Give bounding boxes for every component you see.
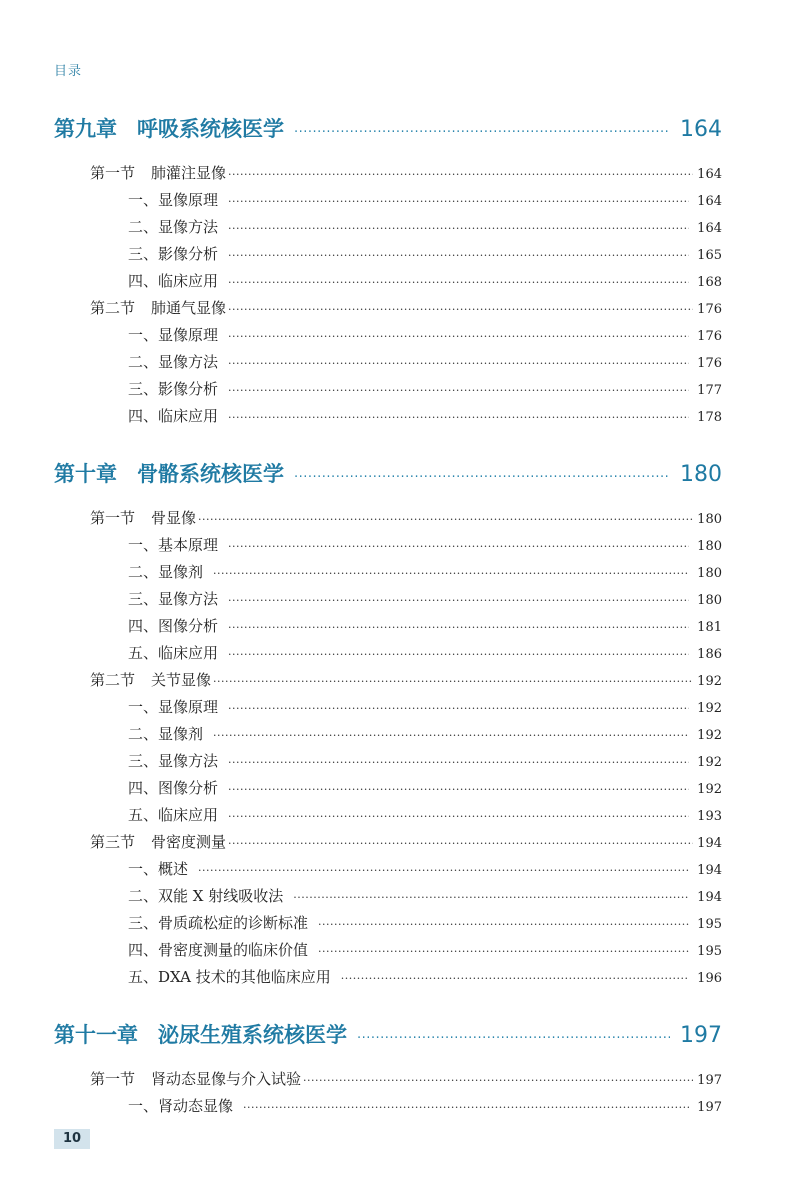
section-number: 第三节 (90, 833, 136, 851)
toc-item-entry[interactable] (128, 858, 722, 879)
section-title: 骨密度测量 (151, 833, 227, 851)
dot-leader (341, 972, 689, 985)
dot-leader (228, 303, 693, 316)
item-label: 二、显像剂 (128, 725, 204, 743)
dot-leader (228, 384, 689, 397)
chapter-title: 泌尿生殖系统核医学 (158, 1023, 347, 1047)
section-page-number: 164 (697, 167, 722, 182)
dot-leader (318, 918, 689, 931)
toc-item-entry[interactable] (128, 912, 722, 933)
section-page-number: 176 (697, 302, 722, 317)
toc-section-entry[interactable] (90, 297, 722, 318)
item-label: 二、显像方法 (128, 353, 219, 371)
section-page-number: 192 (697, 674, 722, 689)
item-label: 三、显像方法 (128, 590, 219, 608)
section-title: 肺通气显像 (151, 299, 227, 317)
dot-leader (228, 222, 689, 235)
item-page-number: 180 (697, 593, 722, 608)
dot-leader (228, 540, 689, 553)
dot-leader (228, 276, 689, 289)
chapter-number: 第十章 (54, 462, 117, 486)
section-title: 肺灌注显像 (151, 164, 227, 182)
dot-leader (243, 1101, 689, 1114)
item-label: 四、临床应用 (128, 272, 219, 290)
item-page-number: 196 (697, 971, 722, 986)
item-page-number: 178 (697, 410, 722, 425)
item-page-number: 164 (697, 194, 722, 209)
section-title: 肾动态显像与介入试验 (151, 1070, 302, 1088)
item-page-number: 194 (697, 890, 722, 905)
toc-item-entry[interactable] (128, 939, 722, 960)
chapter-title: 呼吸系统核医学 (137, 117, 284, 141)
dot-leader (228, 702, 689, 715)
item-label: 四、骨密度测量的临床价值 (128, 941, 309, 959)
dot-leader (228, 810, 689, 823)
chapter-title: 骨骼系统核医学 (137, 462, 284, 486)
item-page-number: 181 (697, 620, 722, 635)
toc-item-entry[interactable] (128, 696, 722, 717)
item-page-number: 193 (697, 809, 722, 824)
item-label: 四、图像分析 (128, 617, 219, 635)
toc-section-entry[interactable] (90, 162, 722, 183)
item-label: 二、显像剂 (128, 563, 204, 581)
dot-leader (228, 648, 689, 661)
toc-item-entry[interactable] (128, 1095, 722, 1116)
dot-leader (198, 864, 689, 877)
section-number: 第一节 (90, 164, 136, 182)
item-page-number: 192 (697, 728, 722, 743)
toc-section-entry[interactable] (90, 507, 722, 528)
item-label: 四、图像分析 (128, 779, 219, 797)
section-page-number: 194 (697, 836, 722, 851)
toc-item-entry[interactable] (128, 885, 722, 906)
dot-leader (228, 357, 689, 370)
item-page-number: 177 (697, 383, 722, 398)
section-number: 第一节 (90, 509, 136, 527)
toc-item-entry[interactable] (128, 378, 722, 399)
dot-leader (294, 125, 670, 140)
dot-leader (213, 675, 693, 688)
item-label: 一、显像原理 (128, 698, 219, 716)
section-page-number: 180 (697, 512, 722, 527)
toc-item-entry[interactable] (128, 750, 722, 771)
toc-item-entry[interactable] (128, 351, 722, 372)
dot-leader (228, 411, 689, 424)
item-page-number: 186 (697, 647, 722, 662)
dot-leader (213, 729, 689, 742)
item-page-number: 197 (697, 1100, 722, 1115)
dot-leader (228, 783, 689, 796)
item-page-number: 176 (697, 329, 722, 344)
dot-leader (213, 567, 689, 580)
item-page-number: 192 (697, 755, 722, 770)
dot-leader (228, 168, 693, 181)
toc-item-entry[interactable] (128, 642, 722, 663)
dot-leader (228, 249, 689, 262)
dot-leader (228, 837, 693, 850)
item-label: 五、DXA 技术的其他临床应用 (128, 968, 331, 986)
dot-leader (228, 330, 689, 343)
toc-section-entry[interactable] (90, 669, 722, 690)
item-label: 五、临床应用 (128, 806, 219, 824)
toc-item-entry[interactable] (128, 324, 722, 345)
chapter-page-number: 197 (680, 1023, 722, 1048)
item-page-number: 195 (697, 917, 722, 932)
dot-leader (228, 195, 689, 208)
dot-leader (357, 1031, 670, 1046)
dot-leader (198, 513, 693, 526)
item-label: 三、骨质疏松症的诊断标准 (128, 914, 309, 932)
toc-section-entry[interactable] (90, 1068, 722, 1089)
toc-item-entry[interactable] (128, 534, 722, 555)
dot-leader (294, 470, 670, 485)
item-label: 四、临床应用 (128, 407, 219, 425)
chapter-number: 第九章 (54, 117, 117, 141)
toc-item-entry[interactable] (128, 561, 722, 582)
item-label: 三、影像分析 (128, 245, 219, 263)
item-page-number: 194 (697, 863, 722, 878)
toc-item-entry[interactable] (128, 615, 722, 636)
dot-leader (318, 945, 689, 958)
toc-item-entry[interactable] (128, 243, 722, 264)
chapter-page-number: 180 (680, 462, 722, 487)
toc-item-entry[interactable] (128, 270, 722, 291)
toc-section-entry[interactable] (90, 831, 722, 852)
item-page-number: 180 (697, 566, 722, 581)
toc-item-entry[interactable] (128, 405, 722, 426)
dot-leader (228, 594, 689, 607)
toc-item-entry[interactable] (128, 588, 722, 609)
chapter-page-number: 164 (680, 117, 722, 142)
toc-item-entry[interactable] (128, 189, 722, 210)
item-label: 一、显像原理 (128, 191, 219, 209)
dot-leader (303, 1074, 693, 1087)
item-page-number: 168 (697, 275, 722, 290)
item-label: 一、显像原理 (128, 326, 219, 344)
toc-item-entry[interactable] (128, 216, 722, 237)
toc-item-entry[interactable] (128, 966, 722, 987)
section-number: 第一节 (90, 1070, 136, 1088)
item-label: 三、显像方法 (128, 752, 219, 770)
dot-leader (228, 756, 689, 769)
item-label: 一、肾动态显像 (128, 1097, 234, 1115)
toc-item-entry[interactable] (128, 804, 722, 825)
dot-leader (293, 891, 689, 904)
item-page-number: 195 (697, 944, 722, 959)
section-number: 第二节 (90, 299, 136, 317)
toc-item-entry[interactable] (128, 723, 722, 744)
toc-chapter-entry[interactable] (54, 113, 722, 143)
toc-chapter-entry[interactable] (54, 458, 722, 488)
section-title: 关节显像 (151, 671, 212, 689)
chapter-number: 第十一章 (54, 1023, 138, 1047)
item-page-number: 180 (697, 539, 722, 554)
section-number: 第二节 (90, 671, 136, 689)
item-label: 一、概述 (128, 860, 189, 878)
dot-leader (228, 621, 689, 634)
item-page-number: 176 (697, 356, 722, 371)
section-page-number: 197 (697, 1073, 722, 1088)
running-head: 目录 (54, 64, 83, 79)
page-number: 10 (54, 1129, 90, 1149)
item-page-number: 164 (697, 221, 722, 236)
item-label: 一、基本原理 (128, 536, 219, 554)
item-label: 三、影像分析 (128, 380, 219, 398)
item-page-number: 165 (697, 248, 722, 263)
item-label: 五、临床应用 (128, 644, 219, 662)
section-title: 骨显像 (151, 509, 197, 527)
item-label: 二、显像方法 (128, 218, 219, 236)
toc-item-entry[interactable] (128, 777, 722, 798)
item-label: 二、双能 X 射线吸收法 (128, 887, 284, 905)
toc-chapter-entry[interactable] (54, 1019, 722, 1049)
item-page-number: 192 (697, 782, 722, 797)
item-page-number: 192 (697, 701, 722, 716)
